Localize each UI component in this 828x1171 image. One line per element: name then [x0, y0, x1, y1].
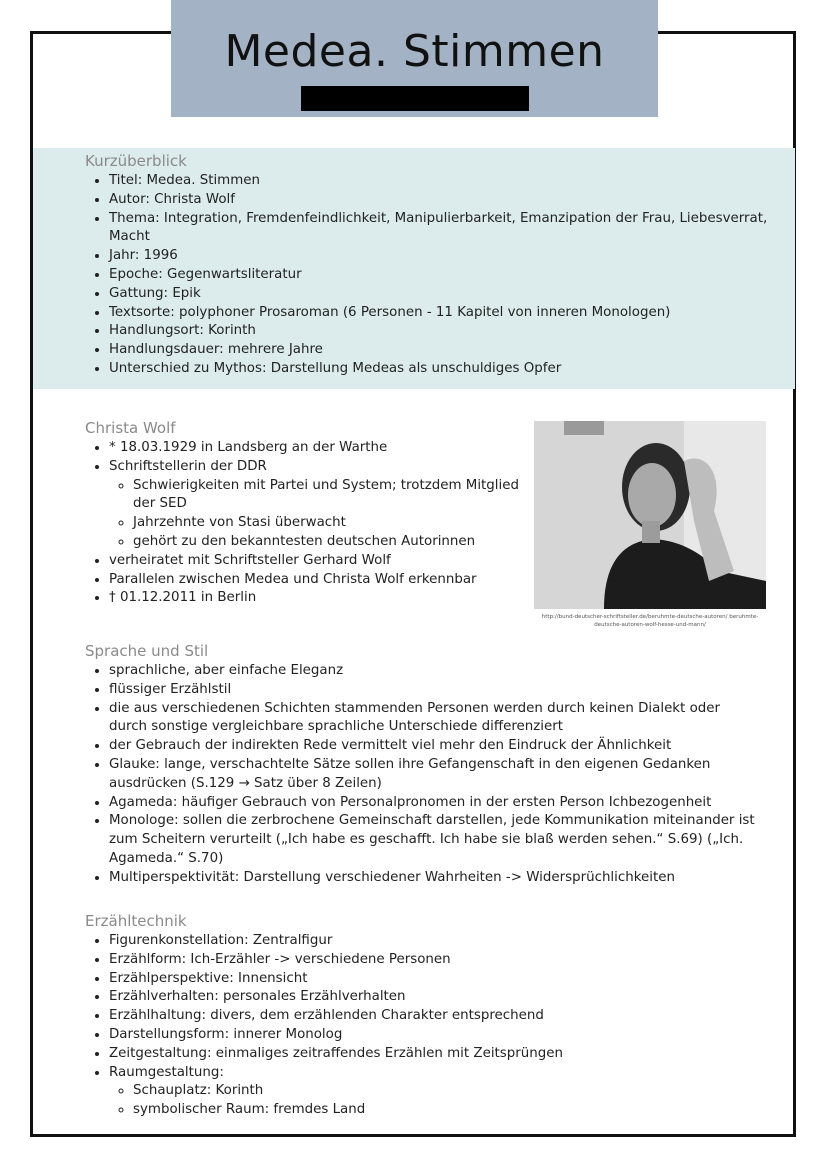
- list-item: • Unterschied zu Mythos: Darstellung Medeas als unschuldiges Opfer: [109, 360, 775, 379]
- style-section: [85, 642, 755, 888]
- sub-list-item: ◦ Jahrzehnte von Stasi überwacht: [133, 514, 525, 533]
- narrative-list: [85, 932, 755, 1120]
- list-item: • Gattung: Epik: [109, 285, 775, 304]
- list-item: • Agameda: häufiger Gebrauch von Personalpronomen in der ersten Person Ichbezogenheit: [109, 794, 755, 813]
- section-heading: Sprache und Stil: [85, 642, 209, 660]
- portrait-image: [534, 421, 766, 609]
- section-heading: Christa Wolf: [85, 419, 176, 437]
- author-section: [85, 419, 525, 608]
- list-item: • Autor: Christa Wolf: [109, 191, 775, 210]
- list-item: • Darstellungsform: innerer Monolog: [109, 1026, 755, 1045]
- list-item-text: Raumgestaltung:: [109, 1064, 224, 1080]
- list-item: • Erzählverhalten: personales Erzählverhalten: [109, 988, 755, 1007]
- list-item: • Erzählform: Ich-Erzähler -> verschiedene Personen: [109, 951, 755, 970]
- page-title: Medea. Stimmen: [224, 26, 605, 77]
- narrative-section: [85, 912, 755, 1120]
- section-heading: Kurzüberblick: [85, 152, 187, 170]
- list-item: • † 01.12.2011 in Berlin: [109, 589, 525, 608]
- overview-section: [85, 152, 775, 379]
- list-item: • Glauke: lange, verschachtelte Sätze sollen ihre Gefangenschaft in den eigenen Gedanken ausdrücken (S.129 → Satz über 8 Zeilen): [109, 756, 755, 794]
- list-item: • flüssiger Erzählstil: [109, 681, 755, 700]
- list-item: • Handlungsdauer: mehrere Jahre: [109, 341, 775, 360]
- list-item: [109, 1064, 755, 1120]
- list-item-text: Schriftstellerin der DDR: [109, 458, 267, 474]
- list-item: • sprachliche, aber einfache Eleganz: [109, 662, 755, 681]
- narrative-sublist: [109, 1082, 755, 1120]
- list-item: • der Gebrauch der indirekten Rede vermittelt viel mehr den Eindruck der Ähnlichkeit: [109, 737, 755, 756]
- author-photo: [534, 421, 766, 609]
- list-item: • Zeitgestaltung: einmaliges zeitraffendes Erzählen mit Zeitsprüngen: [109, 1045, 755, 1064]
- list-item: • * 18.03.1929 in Landsberg an der Warthe: [109, 439, 525, 458]
- sub-list-item: ◦ symbolischer Raum: fremdes Land: [133, 1101, 755, 1120]
- list-item: • Handlungsort: Korinth: [109, 322, 775, 341]
- list-item: • Erzählhaltung: divers, dem erzählenden Charakter entsprechend: [109, 1007, 755, 1026]
- author-list: [85, 439, 525, 608]
- section-heading: Erzähltechnik: [85, 912, 187, 930]
- list-item: • Thema: Integration, Fremdenfeindlichkeit, Manipulierbarkeit, Emanzipation der Frau, Liebesverrat, Macht: [109, 210, 775, 248]
- sub-list-item: ◦ Schwierigkeiten mit Partei und System; trotzdem Mitglied der SED: [133, 477, 525, 515]
- author-sublist: [109, 477, 525, 552]
- list-item: • Monologe: sollen die zerbrochene Gemeinschaft darstellen, jede Kommunikation miteinander ist zum Scheitern verurteilt („Ich habe es geschafft. Ich habe sie blaß werden sehen.“ S.69) („Ich. Agameda.“ S.70): [109, 812, 755, 868]
- list-item: • Multiperspektivität: Darstellung verschiedener Wahrheiten -> Widersprüchlichkeiten: [109, 869, 755, 888]
- list-item: • Titel: Medea. Stimmen: [109, 172, 775, 191]
- overview-list: [85, 172, 775, 379]
- sub-list-item: ◦ Schauplatz: Korinth: [133, 1082, 755, 1101]
- redaction-bar: [301, 86, 529, 111]
- list-item: • Parallelen zwischen Medea und Christa Wolf erkennbar: [109, 571, 525, 590]
- list-item: • verheiratet mit Schriftsteller Gerhard Wolf: [109, 552, 525, 571]
- style-list: [85, 662, 755, 888]
- sub-list-item: ◦ gehört zu den bekanntesten deutschen Autorinnen: [133, 533, 525, 552]
- list-item: • Epoche: Gegenwartsliteratur: [109, 266, 775, 285]
- title-banner: [171, 0, 658, 117]
- list-item: • Erzählperspektive: Innensicht: [109, 970, 755, 989]
- list-item: [109, 458, 525, 552]
- photo-caption: http://bund-deutscher-schriftsteller.de/beruhmte-deutsche-autoren/ beruhmte-deutsche-autoren-wolf-hesse-und-mann/: [541, 614, 759, 628]
- list-item: • Figurenkonstellation: Zentralfigur: [109, 932, 755, 951]
- list-item: • Textsorte: polyphoner Prosaroman (6 Personen - 11 Kapitel von inneren Monologen): [109, 304, 775, 323]
- list-item: • Jahr: 1996: [109, 247, 775, 266]
- list-item: • die aus verschiedenen Schichten stammenden Personen werden durch keinen Dialekt oder durch sonstige vergleichbare sprachliche Unterschiede differenziert: [109, 700, 755, 738]
